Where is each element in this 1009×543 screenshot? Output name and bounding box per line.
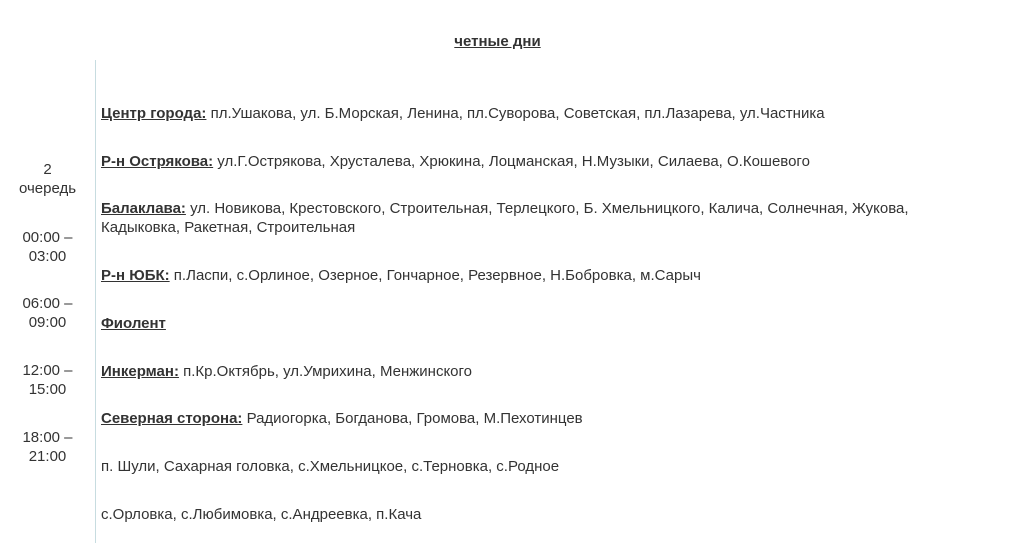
time-slot-end: 21:00 — [28, 448, 67, 465]
area-streets: п.Кр.Октябрь, ул.Умрихина, Менжинского — [178, 363, 472, 380]
area-streets: Радиогорка, Богданова, Громова, М.Пехотинцев — [242, 410, 583, 427]
time-slot-end: 03:00 — [28, 248, 67, 265]
area-streets: пл.Ушакова, ул. Б.Морская, Ленина, пл.Суворова, Советская, пл.Лазарева, ул.Частника — [206, 105, 825, 122]
queue-number: 2 — [43, 161, 52, 178]
area-label: Балаклава: — [101, 200, 186, 217]
area-row-villages-2 — [101, 505, 981, 524]
area-streets: с.Орловка, с.Любимовка, с.Андреевка, п.Кача — [101, 506, 422, 523]
time-slot-start: 06:00 – — [22, 295, 73, 312]
time-slot-end: 15:00 — [28, 381, 67, 398]
area-row-north-side — [101, 409, 981, 428]
time-slot — [0, 428, 95, 466]
time-slot — [0, 294, 95, 332]
area-label: Центр города: — [101, 105, 207, 122]
area-label: Фиолент — [101, 315, 166, 332]
area-label: Р-н ЮБК: — [101, 267, 170, 284]
area-row-balaklava — [101, 199, 931, 237]
area-label: Северная сторона: — [101, 410, 243, 427]
area-row-inkerman — [101, 362, 981, 381]
time-slot-start: 18:00 – — [22, 429, 73, 446]
queue-word: очередь — [18, 180, 77, 197]
area-streets: п.Ласпи, с.Орлиное, Озерное, Гончарное, Резервное, Н.Бобровка, м.Сарыч — [169, 267, 701, 284]
area-streets: п. Шули, Сахарная головка, с.Хмельницкое, с.Терновка, с.Родное — [101, 458, 560, 475]
area-row-fiolent — [101, 314, 981, 333]
schedule-column — [0, 60, 96, 543]
area-row-villages-1 — [101, 457, 981, 476]
page-heading: четные дни — [454, 33, 541, 50]
area-streets: ул. Новикова, Крестовского, Строительная, Терлецкого, Б. Хмельницкого, Калича, Солнечная, Жукова, Кадыковка, Ракетная, Строительная — [101, 200, 909, 236]
queue-label — [0, 160, 95, 198]
time-slot-start: 00:00 – — [22, 229, 73, 246]
time-slot-end: 09:00 — [28, 314, 67, 331]
area-row-yubk — [101, 266, 981, 285]
area-row-ostryakova — [101, 152, 981, 171]
area-streets: ул.Г.Острякова, Хрусталева, Хрюкина, Лоцманская, Н.Музыки, Силаева, О.Кошевого — [213, 153, 810, 170]
area-label: Р-н Острякова: — [101, 153, 214, 170]
time-slot — [0, 361, 95, 399]
time-slot-start: 12:00 – — [22, 362, 73, 379]
area-row-center — [101, 104, 981, 123]
area-label: Инкерман: — [101, 363, 179, 380]
time-slot — [0, 228, 95, 266]
